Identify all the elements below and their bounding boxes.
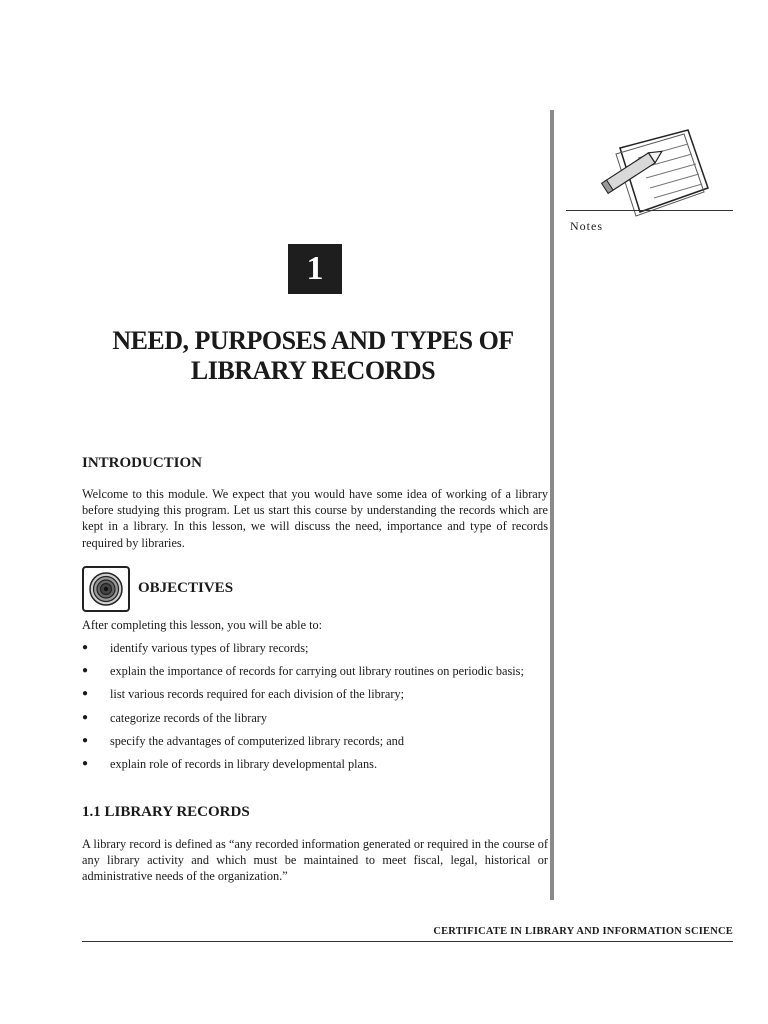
footer-course-title: CERTIFICATE IN LIBRARY AND INFORMATION SCIENCE xyxy=(433,926,733,937)
footer-rule xyxy=(82,941,733,942)
target-icon xyxy=(82,566,130,612)
margin-divider xyxy=(550,110,554,900)
library-records-text: A library record is defined as “any recorded information generated or required in the course of any library activity and which must be maintained to meet fiscal, legal, historical or administrative needs of the organization.” xyxy=(82,837,548,884)
introduction-text: Welcome to this module. We expect that you would have some idea of working of a library before studying this program. Let us start this course by understanding the records which are kept in a library. In this lesson, we will discuss the need, importance and type of records required by libraries. xyxy=(82,487,548,550)
objective-item: ● explain role of records in library developmental plans. xyxy=(82,756,548,772)
objective-item: ● list various records required for each division of the library; xyxy=(82,686,548,702)
notes-label: Notes xyxy=(570,219,603,233)
introduction-heading: INTRODUCTION xyxy=(82,455,203,471)
library-records-heading: 1.1 LIBRARY RECORDS xyxy=(82,804,250,820)
notes-rule xyxy=(566,210,733,211)
objectives-list xyxy=(82,640,548,772)
chapter-title xyxy=(82,326,544,386)
objective-item: ● specify the advantages of computerized library records; and xyxy=(82,733,548,749)
objective-item: ● categorize records of the library xyxy=(82,710,548,726)
chapter-title-line-1: NEED, PURPOSES AND TYPES OF xyxy=(112,326,514,355)
objective-item: ● identify various types of library records; xyxy=(82,640,548,656)
chapter-title-line-2: LIBRARY RECORDS xyxy=(190,356,436,385)
notes-pencil-icon xyxy=(600,128,720,218)
objective-item: ● explain the importance of records for carrying out library routines on periodic basis; xyxy=(82,663,548,679)
objectives-lead: After completing this lesson, you will be able to: xyxy=(82,618,323,632)
objectives-heading: OBJECTIVES xyxy=(138,580,234,596)
chapter-number: 1 xyxy=(288,244,342,294)
